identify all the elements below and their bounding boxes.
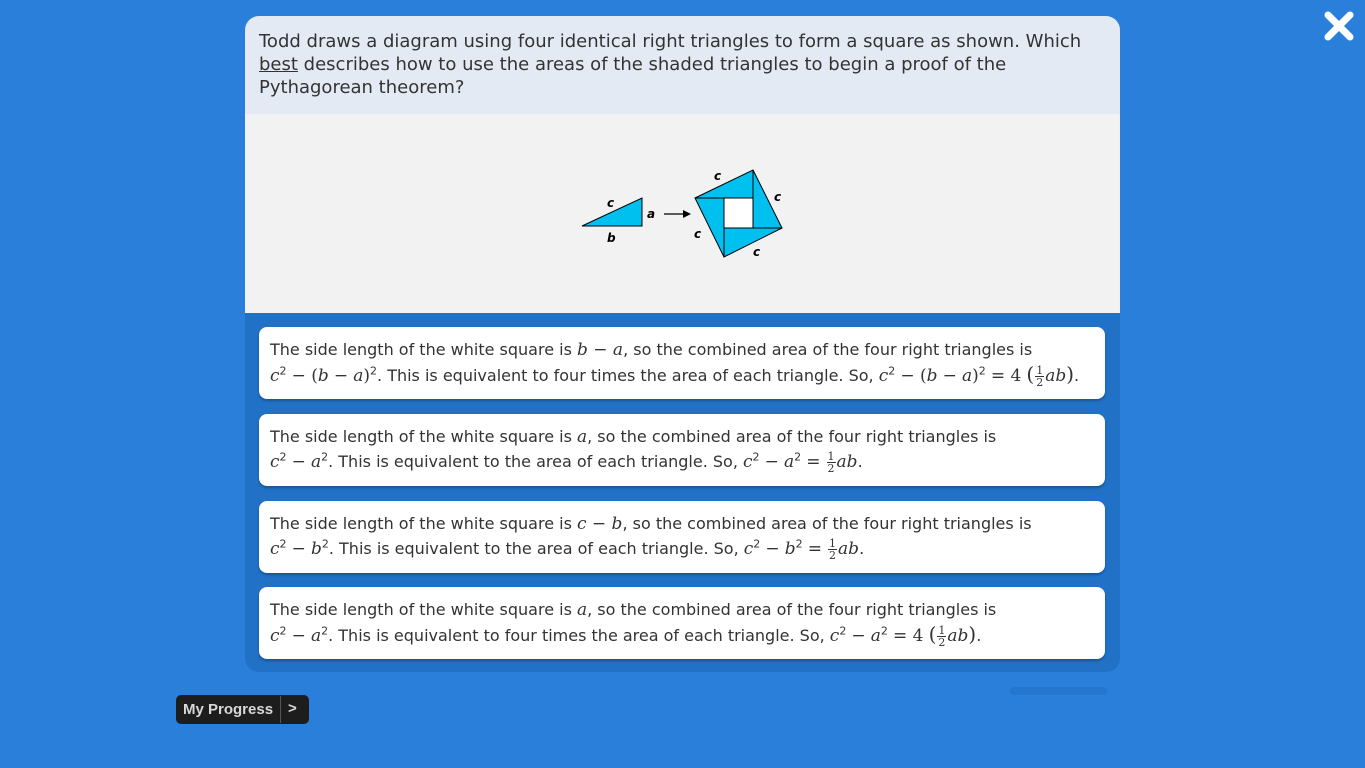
answer-option-3[interactable] xyxy=(259,501,1105,573)
white-square xyxy=(724,198,753,228)
label-c-left: c xyxy=(694,227,702,241)
pythagorean-diagram xyxy=(245,114,1120,313)
answer-text-line: $c^2 - a^2$. This is equivalent to the area of each triangle. So, $c^2 - a^2$ = $\frac{1}{2}$ ab. xyxy=(270,450,863,475)
answer-option-2[interactable] xyxy=(259,414,1105,486)
answer-option-1[interactable] xyxy=(259,327,1105,399)
answer-text-line: $c^2 - a^2$. This is equivalent to four times the area of each triangle. So, $c^2 - a^2 = 4$ ( $\frac{1}{2}$ ab). xyxy=(270,622,982,649)
emphasis-word: best xyxy=(259,54,298,75)
answer-text-line: $c^2 - (b - a)^2$. This is equivalent to four times the area of each triangle. So, $c^2 - (b - a)^2 = 4$ ( $\frac{1}{2}$ ab). xyxy=(270,362,1080,389)
answer-text-line: $c^2 - b^2$. This is equivalent to the area of each triangle. So, $c^2 - b^2$ = $\frac{1}{2}$ ab. xyxy=(270,537,865,562)
my-progress-label: My Progress xyxy=(183,701,274,718)
question-header xyxy=(245,16,1120,115)
answer-text-line: The side length of the white square is a, so the combined area of the four right triangles is xyxy=(270,600,997,620)
arrow-head xyxy=(683,210,691,218)
label-c-top: c xyxy=(714,169,722,183)
close-icon xyxy=(1322,9,1356,43)
close-button[interactable] xyxy=(1322,9,1356,43)
answer-text-line: The side length of the white square is a, so the combined area of the four right triangles is xyxy=(270,427,997,447)
label-b: b xyxy=(607,231,616,245)
answer-text-line: The side length of the white square is b − a, so the combined area of the four right triangles is xyxy=(270,340,1033,360)
label-c: c xyxy=(607,196,615,210)
chevron-right-icon: > xyxy=(288,700,297,717)
answer-option-4[interactable] xyxy=(259,587,1105,659)
figure-area xyxy=(245,114,1120,313)
answer-text-line: The side length of the white square is c − b, so the combined area of the four right triangles is xyxy=(270,514,1032,534)
my-progress-button[interactable] xyxy=(176,695,309,724)
hidden-submit-placeholder xyxy=(1010,687,1107,695)
label-a: a xyxy=(647,207,656,221)
question-text: Todd draws a diagram using four identical right triangles to form a square as shown. Which best describes how to use the areas of the shaded triangles to begin a proof of the Pythagorean theorem? xyxy=(259,31,1082,98)
label-c-bottom: c xyxy=(753,245,761,259)
question-card xyxy=(245,16,1120,672)
divider xyxy=(280,696,281,723)
label-c-right: c xyxy=(774,190,782,204)
tri-top xyxy=(695,170,753,198)
